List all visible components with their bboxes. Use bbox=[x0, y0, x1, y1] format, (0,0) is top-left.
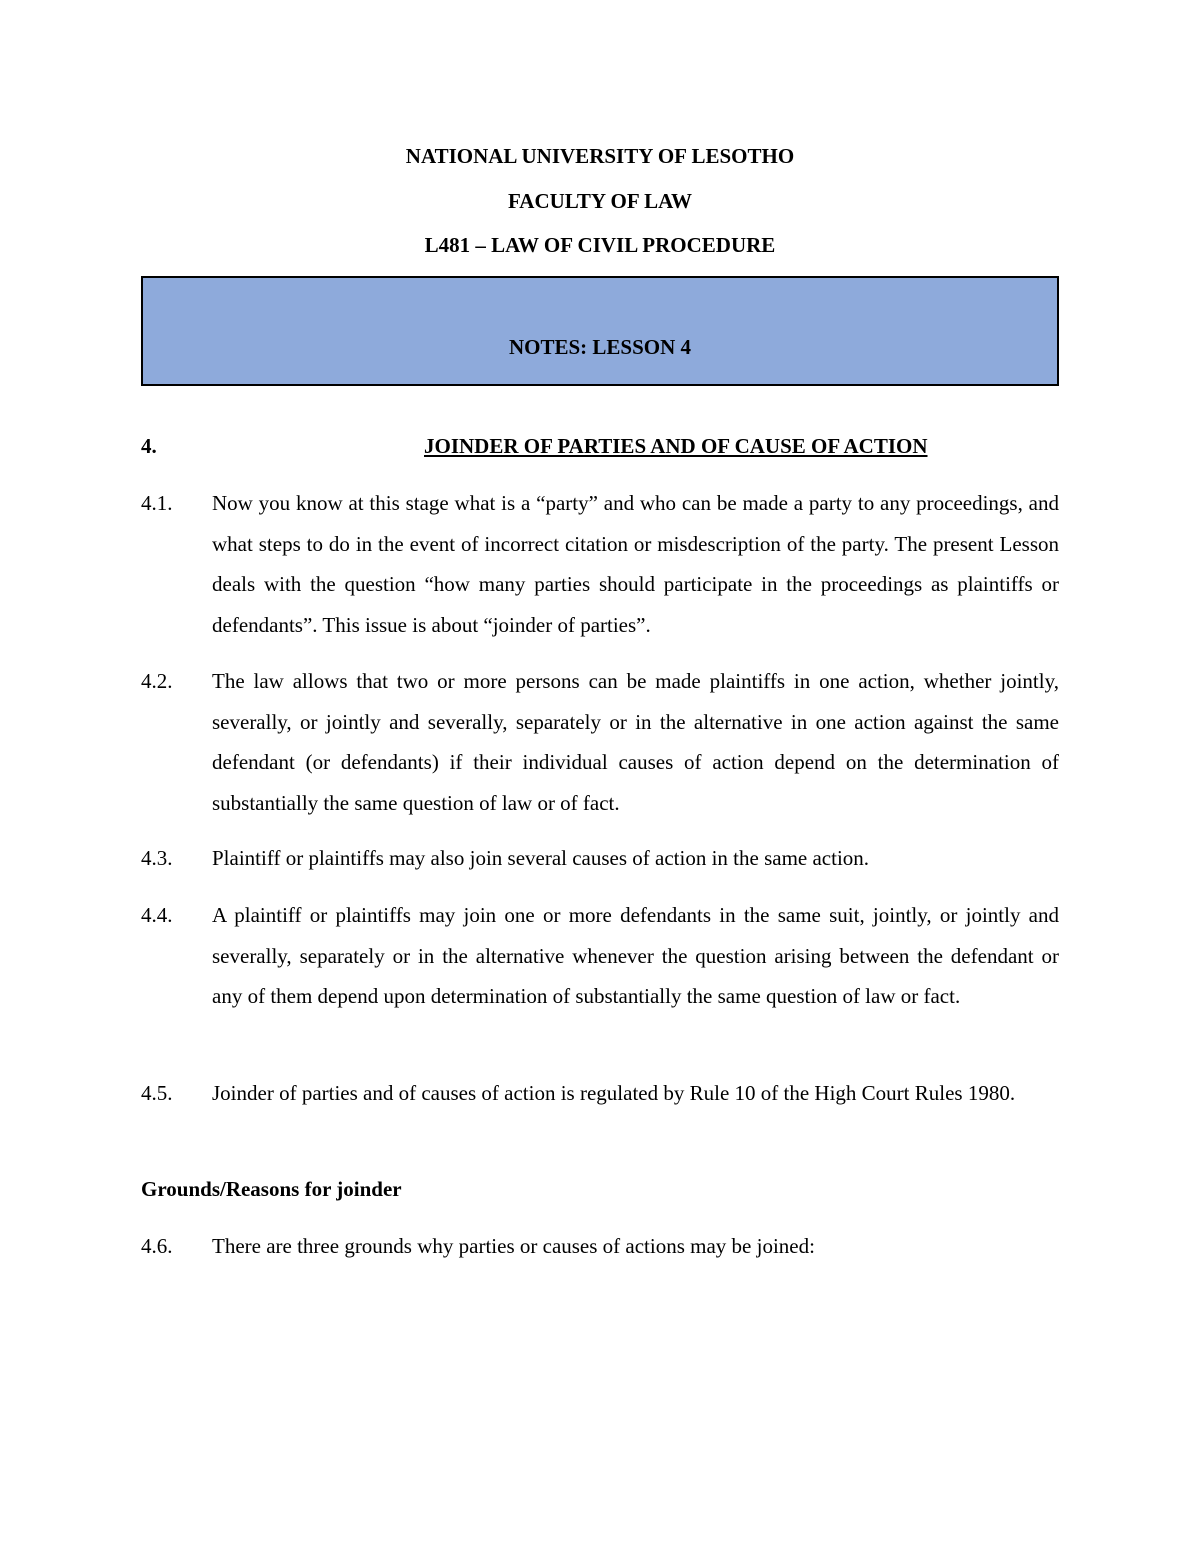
section-number: 4. bbox=[141, 434, 157, 458]
paragraph-number: 4.5. bbox=[141, 1081, 173, 1105]
university-title: NATIONAL UNIVERSITY OF LESOTHO bbox=[405, 144, 795, 168]
paragraph-text: Plaintiff or plaintiffs may also join several causes of action in the same action. bbox=[212, 846, 870, 870]
paragraph-text: A plaintiff or plaintiffs may join one or more defendants in the same suit, jointly, or jointly and severally, separately or in the alternative whenever the question arising between the defendant or any of them depend upon determination of substantially the same question of law or fact. bbox=[212, 903, 1059, 1008]
grounds-subheading: Grounds/Reasons for joinder bbox=[141, 1177, 402, 1201]
paragraph-4-4 bbox=[141, 895, 1059, 1017]
notes-lesson-label: NOTES: LESSON 4 bbox=[508, 335, 692, 359]
paragraph-4-6 bbox=[141, 1226, 1059, 1267]
paragraph-number: 4.3. bbox=[141, 846, 173, 870]
paragraph-text: Joinder of parties and of causes of action is regulated by Rule 10 of the High Court Rules 1980. bbox=[212, 1081, 1016, 1105]
paragraph-number: 4.2. bbox=[141, 669, 173, 693]
paragraph-text: There are three grounds why parties or causes of actions may be joined: bbox=[212, 1234, 815, 1258]
paragraph-text: The law allows that two or more persons can be made plaintiffs in one action, whether jointly, severally, or jointly and severally, separately or in the alternative in one action against the same defendant (or defendants) if their individual causes of action depend on the determination of substantially the same question of law or of fact. bbox=[212, 669, 1059, 815]
section-heading bbox=[141, 433, 1059, 461]
course-title: L481 – LAW OF CIVIL PROCEDURE bbox=[424, 233, 776, 257]
paragraph-number: 4.1. bbox=[141, 491, 173, 515]
paragraph-4-2 bbox=[141, 661, 1059, 823]
paragraph-4-5 bbox=[141, 1073, 1059, 1114]
paragraph-text: Now you know at this stage what is a “party” and who can be made a party to any proceedings, and what steps to do in the event of incorrect citation or misdescription of the party. The present Lesson deals with the question “how many parties should participate in the proceedings as plaintiffs or defendants”. This issue is about “joinder of parties”. bbox=[212, 491, 1059, 637]
paragraph-4-3 bbox=[141, 838, 1059, 879]
faculty-title: FACULTY OF LAW bbox=[508, 189, 692, 213]
paragraph-number: 4.6. bbox=[141, 1234, 173, 1258]
paragraph-number: 4.4. bbox=[141, 903, 173, 927]
section-title: JOINDER OF PARTIES AND OF CAUSE OF ACTION bbox=[424, 434, 928, 458]
notes-lesson-box bbox=[141, 276, 1059, 386]
paragraph-4-1 bbox=[141, 483, 1059, 645]
